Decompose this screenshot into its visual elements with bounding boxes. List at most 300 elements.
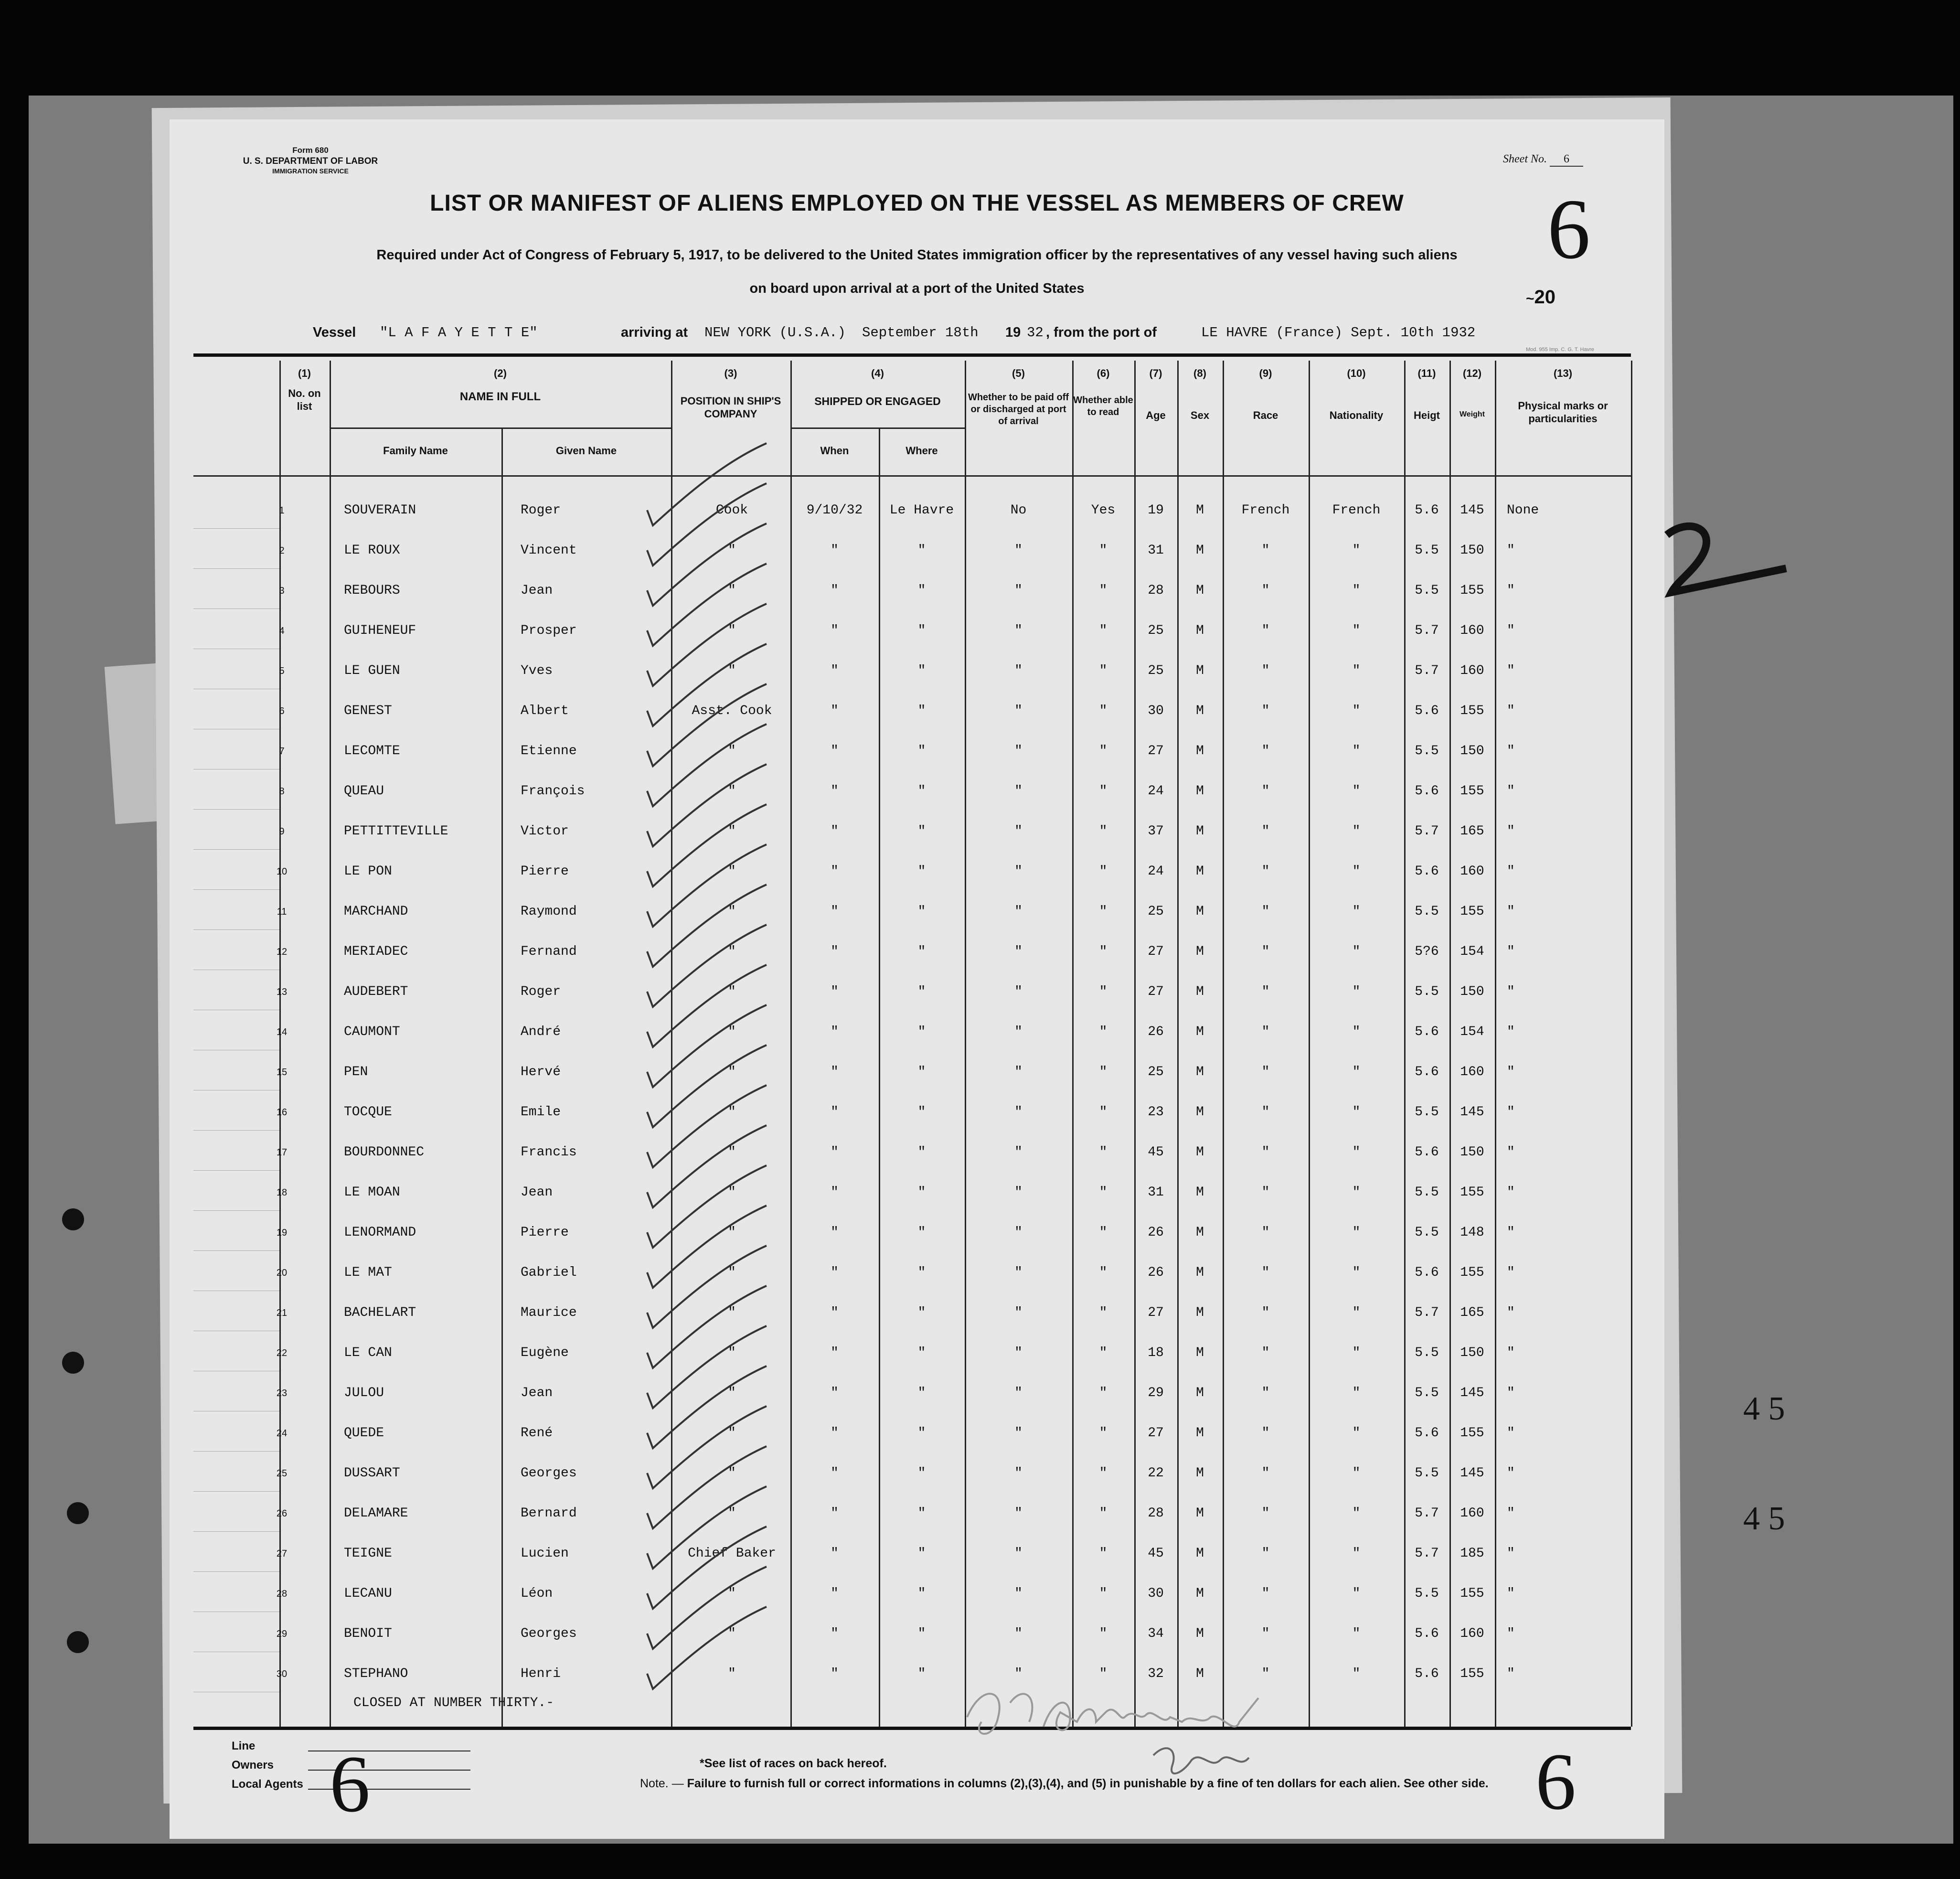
cell-height: 5.6 — [1415, 1065, 1439, 1079]
row-number: 14 — [276, 1027, 288, 1037]
checkmark — [647, 1326, 767, 1408]
cell-nationality: " — [1352, 583, 1361, 598]
checkmark — [647, 1165, 767, 1248]
cell-sex: M — [1196, 543, 1204, 558]
cell-sex: M — [1196, 583, 1204, 598]
cell-nationality: " — [1352, 543, 1361, 558]
page-subtitle-1: Required under Act of Congress of February 5, 1917, to be delivered to the United States immigration officer by the representatives of any vessel having such aliens — [376, 247, 1458, 263]
cell-race: " — [1261, 543, 1270, 558]
cell-race: " — [1261, 984, 1270, 999]
cell-weight: 150 — [1460, 1145, 1484, 1160]
cell-family: LE MOAN — [344, 1185, 400, 1200]
cell-race: " — [1261, 744, 1270, 758]
cell-family: PEN — [344, 1065, 368, 1079]
cell-read: " — [1099, 1185, 1108, 1200]
cell-given: René — [521, 1426, 553, 1441]
cell-weight: 150 — [1460, 1345, 1484, 1360]
cell-position: " — [728, 1265, 736, 1280]
cell-height: 5.5 — [1415, 1386, 1439, 1400]
cell-where: " — [917, 784, 926, 799]
cell-nationality: " — [1352, 1546, 1361, 1561]
closing-statement: CLOSED AT NUMBER THIRTY.- — [353, 1696, 554, 1710]
cell-age: 28 — [1148, 583, 1164, 598]
cell-nationality: " — [1352, 744, 1361, 758]
cell-sex: M — [1196, 904, 1204, 919]
cell-paid: " — [1014, 1586, 1023, 1601]
cell-height: 5.7 — [1415, 663, 1439, 678]
cell-weight: 160 — [1460, 663, 1484, 678]
races-note-asterisk: * — [700, 1757, 704, 1770]
cell-read: " — [1099, 1345, 1108, 1360]
cell-family: BOURDONNEC — [344, 1145, 425, 1160]
checkmark — [647, 804, 767, 886]
cell-position: " — [728, 1666, 736, 1681]
row-number: 2 — [279, 545, 285, 556]
cell-marks: " — [1507, 1506, 1515, 1521]
col-6-num: (6) — [1097, 367, 1110, 379]
cell-nationality: " — [1352, 1065, 1361, 1079]
cell-paid: " — [1014, 1546, 1023, 1561]
signature-stroke — [967, 1694, 1258, 1734]
cell-family: STEPHANO — [344, 1666, 408, 1681]
cell-weight: 150 — [1460, 744, 1484, 758]
cell-nationality: French — [1332, 503, 1381, 518]
checkmark — [647, 684, 767, 766]
cell-sex: M — [1196, 1225, 1204, 1240]
row-number: 13 — [276, 987, 288, 997]
cell-nationality: " — [1352, 1345, 1361, 1360]
cell-family: SOUVERAIN — [344, 503, 416, 518]
row-number: 11 — [277, 907, 287, 917]
cell-paid: " — [1014, 744, 1023, 758]
year-suffix: 32 — [1027, 325, 1044, 341]
col-13-label: Physical marks or particularities — [1518, 399, 1608, 425]
cell-position: " — [728, 824, 736, 839]
cell-where: " — [917, 1666, 926, 1681]
cell-when: " — [831, 1586, 839, 1601]
cell-when: " — [831, 1025, 839, 1039]
cell-marks: " — [1507, 1546, 1515, 1561]
cell-marks: " — [1507, 583, 1515, 598]
cell-age: 27 — [1148, 984, 1164, 999]
cell-paid: " — [1014, 663, 1023, 678]
cell-given: Hervé — [521, 1065, 561, 1079]
cell-height: 5.6 — [1415, 1666, 1439, 1681]
cell-when: " — [831, 583, 839, 598]
checkmark — [647, 1366, 767, 1448]
cell-where: " — [917, 1025, 926, 1039]
cell-race: " — [1261, 583, 1270, 598]
row-number: 22 — [276, 1348, 288, 1358]
cell-read: " — [1099, 784, 1108, 799]
cell-height: 5.7 — [1415, 824, 1439, 839]
cell-marks: " — [1507, 784, 1515, 799]
penalty-note — [640, 1777, 1489, 1791]
row-number: 18 — [276, 1187, 288, 1198]
cell-age: 25 — [1148, 663, 1164, 678]
cell-nationality: " — [1352, 1225, 1361, 1240]
checkmark-overlay — [170, 119, 1664, 1839]
col-5-num: (5) — [1012, 367, 1025, 379]
cell-age: 22 — [1148, 1466, 1164, 1481]
cell-paid: " — [1014, 623, 1023, 638]
cell-given: Francis — [521, 1145, 577, 1160]
cell-when: " — [831, 1225, 839, 1240]
cell-when: " — [831, 1265, 839, 1280]
cell-age: 26 — [1148, 1265, 1164, 1280]
cell-given: Bernard — [521, 1506, 577, 1521]
cell-nationality: " — [1352, 1466, 1361, 1481]
arriving-label: arriving at — [621, 325, 688, 340]
cell-age: 31 — [1148, 1185, 1164, 1200]
cell-given: Vincent — [521, 543, 577, 558]
cell-family: LECANU — [344, 1586, 392, 1601]
footer-big-number-right: 6 — [1535, 1737, 1576, 1826]
cell-sex: M — [1196, 1546, 1204, 1561]
cell-weight: 160 — [1460, 1626, 1484, 1641]
cell-height: 5.5 — [1415, 583, 1439, 598]
page-title: LIST OR MANIFEST OF ALIENS EMPLOYED ON THE VESSEL AS MEMBERS OF CREW — [430, 191, 1404, 216]
cell-given: Yves — [521, 663, 553, 678]
cell-marks: " — [1507, 1025, 1515, 1039]
cell-read: " — [1099, 1506, 1108, 1521]
binder-hole — [67, 1631, 89, 1653]
cell-position: " — [728, 1626, 736, 1641]
cell-weight: 150 — [1460, 984, 1484, 999]
cell-height: 5.5 — [1415, 1225, 1439, 1240]
cell-where: " — [917, 1345, 926, 1360]
cell-given: Jean — [521, 1185, 553, 1200]
cell-paid: " — [1014, 1666, 1023, 1681]
cell-given: Georges — [521, 1466, 577, 1481]
cell-race: " — [1261, 1265, 1270, 1280]
cell-age: 45 — [1148, 1145, 1164, 1160]
cell-paid: " — [1014, 864, 1023, 879]
checkmark — [647, 1406, 767, 1488]
cell-family: LE MAT — [344, 1265, 392, 1280]
col-7-num: (7) — [1149, 367, 1162, 379]
col-3-label: POSITION IN SHIP'S COMPANY — [680, 395, 781, 420]
signature-insp-stroke — [1153, 1748, 1249, 1773]
cell-sex: M — [1196, 1666, 1204, 1681]
cell-read: " — [1099, 1025, 1108, 1039]
checkmark — [647, 1125, 767, 1207]
checkmark — [647, 885, 767, 967]
cell-position: " — [728, 1586, 736, 1601]
cell-nationality: " — [1352, 1426, 1361, 1441]
row-number: 6 — [279, 706, 285, 716]
cell-read: " — [1099, 1386, 1108, 1400]
cell-family: LE PON — [344, 864, 392, 879]
cell-family: GUIHENEUF — [344, 623, 416, 638]
cell-marks: " — [1507, 824, 1515, 839]
row-number: 21 — [276, 1308, 288, 1318]
row-number: 1 — [279, 505, 285, 516]
cell-race: " — [1261, 663, 1270, 678]
cell-given: Emile — [521, 1105, 561, 1120]
races-note — [700, 1757, 887, 1771]
cell-family: LE GUEN — [344, 663, 400, 678]
cell-given: Pierre — [521, 1225, 569, 1240]
cell-paid: " — [1014, 543, 1023, 558]
checkmark — [647, 1085, 767, 1167]
cell-age: 24 — [1148, 784, 1164, 799]
cell-sex: M — [1196, 944, 1204, 959]
cell-nationality: " — [1352, 864, 1361, 879]
cell-position: " — [728, 1426, 736, 1441]
cell-position: " — [728, 1145, 736, 1160]
checkmark — [647, 1246, 767, 1328]
page-subtitle-2: on board upon arrival at a port of the United States — [749, 281, 1085, 296]
cell-marks: " — [1507, 864, 1515, 879]
margin-mark-lower: 4 5 — [1743, 1500, 1785, 1537]
cell-height: 5.5 — [1415, 1185, 1439, 1200]
cell-nationality: " — [1352, 1626, 1361, 1641]
cell-when: " — [831, 1666, 839, 1681]
cell-height: 5.6 — [1415, 864, 1439, 879]
binder-hole — [62, 1208, 84, 1230]
checkmark — [647, 483, 767, 566]
cell-family: TOCQUE — [344, 1105, 392, 1120]
cell-height: 5.7 — [1415, 1305, 1439, 1320]
cell-race: " — [1261, 904, 1270, 919]
cell-nationality: " — [1352, 1145, 1361, 1160]
cell-where: " — [917, 1626, 926, 1641]
cell-age: 34 — [1148, 1626, 1164, 1641]
cell-when: " — [831, 984, 839, 999]
cell-paid: " — [1014, 583, 1023, 598]
col-8-num: (8) — [1193, 367, 1206, 379]
cell-position: " — [728, 1345, 736, 1360]
cell-given: Raymond — [521, 904, 577, 919]
cell-sex: M — [1196, 1386, 1204, 1400]
cell-weight: 160 — [1460, 1065, 1484, 1079]
cell-height: 5.6 — [1415, 1145, 1439, 1160]
checkmark — [647, 523, 767, 606]
cell-nationality: " — [1352, 1265, 1361, 1280]
cell-given: Maurice — [521, 1305, 577, 1320]
margin-mark-upper: 4 5 — [1743, 1390, 1785, 1427]
checkmark — [647, 1206, 767, 1288]
form-number: Form 680 — [292, 146, 329, 155]
cell-where: " — [917, 583, 926, 598]
cell-read: " — [1099, 1305, 1108, 1320]
cell-weight: 160 — [1460, 864, 1484, 879]
row-number: 17 — [276, 1147, 288, 1158]
col-family-name-header: Family Name — [383, 445, 448, 457]
cell-family: MARCHAND — [344, 904, 408, 919]
cell-given: Jean — [521, 1386, 553, 1400]
arriving-port: NEW YORK (U.S.A.) — [704, 325, 846, 341]
cell-where: " — [917, 623, 926, 638]
cell-paid: " — [1014, 1225, 1023, 1240]
cell-sex: M — [1196, 1426, 1204, 1441]
cell-position: " — [728, 1105, 736, 1120]
cell-weight: 160 — [1460, 623, 1484, 638]
col-8-label: Sex — [1190, 409, 1210, 421]
binder-hole — [62, 1352, 84, 1374]
cell-height: 5.7 — [1415, 623, 1439, 638]
cell-family: BACHELART — [344, 1305, 416, 1320]
cell-nationality: " — [1352, 704, 1361, 718]
cell-nationality: " — [1352, 1506, 1361, 1521]
cell-where: Le Havre — [889, 503, 954, 518]
cell-height: 5.5 — [1415, 1586, 1439, 1601]
cell-race: " — [1261, 1225, 1270, 1240]
cell-when: " — [831, 623, 839, 638]
cell-age: 27 — [1148, 1426, 1164, 1441]
cell-weight: 155 — [1460, 1426, 1484, 1441]
cell-height: 5.6 — [1415, 784, 1439, 799]
cell-height: 5.6 — [1415, 704, 1439, 718]
cell-when: " — [831, 944, 839, 959]
cell-sex: M — [1196, 784, 1204, 799]
cell-height: 5.6 — [1415, 503, 1439, 518]
cell-race: " — [1261, 1105, 1270, 1120]
sheet-number-label: Sheet No. — [1503, 153, 1547, 165]
row-number: 7 — [279, 746, 285, 757]
cell-when: " — [831, 784, 839, 799]
cell-race: " — [1261, 1145, 1270, 1160]
cell-race: " — [1261, 704, 1270, 718]
checkmark — [647, 724, 767, 806]
col-7-label: Age — [1146, 409, 1166, 421]
cell-given: Roger — [521, 503, 561, 518]
cell-sex: M — [1196, 1105, 1204, 1120]
cell-age: 32 — [1148, 1666, 1164, 1681]
cell-family: CAUMONT — [344, 1025, 400, 1039]
year-prefix: 19 — [1005, 325, 1021, 340]
cell-sex: M — [1196, 1265, 1204, 1280]
row-number: 8 — [279, 786, 285, 797]
cell-when: " — [831, 1345, 839, 1360]
cell-sex: M — [1196, 1586, 1204, 1601]
cell-race: French — [1241, 503, 1290, 518]
cell-paid: " — [1014, 1105, 1023, 1120]
cell-weight: 165 — [1460, 1305, 1484, 1320]
cell-age: 26 — [1148, 1225, 1164, 1240]
cell-age: 25 — [1148, 623, 1164, 638]
cell-marks: " — [1507, 1105, 1515, 1120]
cell-weight: 165 — [1460, 824, 1484, 839]
cell-race: " — [1261, 1666, 1270, 1681]
cell-marks: " — [1507, 1225, 1515, 1240]
cell-race: " — [1261, 944, 1270, 959]
cell-read: " — [1099, 1586, 1108, 1601]
cell-where: " — [917, 1185, 926, 1200]
cell-nationality: " — [1352, 663, 1361, 678]
checkmark — [647, 604, 767, 686]
cell-family: BENOIT — [344, 1626, 392, 1641]
cell-height: 5.5 — [1415, 744, 1439, 758]
cell-paid: No — [1010, 503, 1027, 518]
vessel-name: "L A F A Y E T T E" — [380, 325, 538, 341]
cell-position: " — [728, 944, 736, 959]
cell-sex: M — [1196, 744, 1204, 758]
cell-marks: " — [1507, 663, 1515, 678]
cell-given: Roger — [521, 984, 561, 999]
cell-race: " — [1261, 1506, 1270, 1521]
cell-age: 27 — [1148, 1305, 1164, 1320]
cell-given: Eugène — [521, 1345, 569, 1360]
col-9-num: (9) — [1259, 367, 1272, 379]
cell-weight: 155 — [1460, 1586, 1484, 1601]
cell-read: " — [1099, 1426, 1108, 1441]
checkmark — [647, 1446, 767, 1528]
cell-when: " — [831, 824, 839, 839]
cell-sex: M — [1196, 864, 1204, 879]
cell-where: " — [917, 663, 926, 678]
cell-where: " — [917, 543, 926, 558]
penalty-note-label: Note. — — [640, 1777, 684, 1790]
cell-family: MERIADEC — [344, 944, 408, 959]
cell-paid: " — [1014, 984, 1023, 999]
page-mark-value: 20 — [1534, 287, 1556, 308]
cell-paid: " — [1014, 1466, 1023, 1481]
cell-weight: 145 — [1460, 1466, 1484, 1481]
cell-sex: M — [1196, 1506, 1204, 1521]
cell-weight: 150 — [1460, 543, 1484, 558]
cell-where: " — [917, 1586, 926, 1601]
cell-paid: " — [1014, 1426, 1023, 1441]
row-number: 27 — [276, 1548, 288, 1559]
cell-position: " — [728, 663, 736, 678]
cell-weight: 155 — [1460, 583, 1484, 598]
row-number: 5 — [279, 666, 285, 676]
cell-read: " — [1099, 1225, 1108, 1240]
cell-position: " — [728, 1506, 736, 1521]
checkmark — [647, 644, 767, 726]
cell-when: " — [831, 1105, 839, 1120]
cell-height: 5.6 — [1415, 1265, 1439, 1280]
cell-position: Chief Baker — [688, 1546, 776, 1561]
col-13-num: (13) — [1553, 367, 1573, 379]
cell-race: " — [1261, 1626, 1270, 1641]
cell-read: " — [1099, 1666, 1108, 1681]
cell-height: 5?6 — [1415, 944, 1439, 959]
col-11-num: (11) — [1417, 367, 1436, 379]
cell-sex: M — [1196, 1185, 1204, 1200]
cell-weight: 155 — [1460, 904, 1484, 919]
cell-weight: 145 — [1460, 503, 1484, 518]
col-4-label: SHIPPED OR ENGAGED — [814, 395, 941, 407]
cell-nationality: " — [1352, 1666, 1361, 1681]
cell-nationality: " — [1352, 1105, 1361, 1120]
cell-age: 23 — [1148, 1105, 1164, 1120]
cell-age: 25 — [1148, 904, 1164, 919]
cell-where: " — [917, 984, 926, 999]
row-number: 23 — [276, 1388, 288, 1399]
cell-marks: " — [1507, 1626, 1515, 1641]
checkmark — [647, 965, 767, 1047]
cell-read: " — [1099, 583, 1108, 598]
cell-height: 5.5 — [1415, 543, 1439, 558]
cell-race: " — [1261, 1546, 1270, 1561]
cell-position: " — [728, 784, 736, 799]
cell-read: " — [1099, 543, 1108, 558]
cell-marks: " — [1507, 1265, 1515, 1280]
cell-position: " — [728, 744, 736, 758]
checkmark — [647, 764, 767, 846]
cell-height: 5.5 — [1415, 984, 1439, 999]
cell-where: " — [917, 904, 926, 919]
cell-sex: M — [1196, 1466, 1204, 1481]
cell-height: 5.6 — [1415, 1426, 1439, 1441]
footer-line-label: Line — [232, 1740, 256, 1752]
cell-position: " — [728, 864, 736, 879]
cell-when: " — [831, 904, 839, 919]
cell-paid: " — [1014, 1345, 1023, 1360]
